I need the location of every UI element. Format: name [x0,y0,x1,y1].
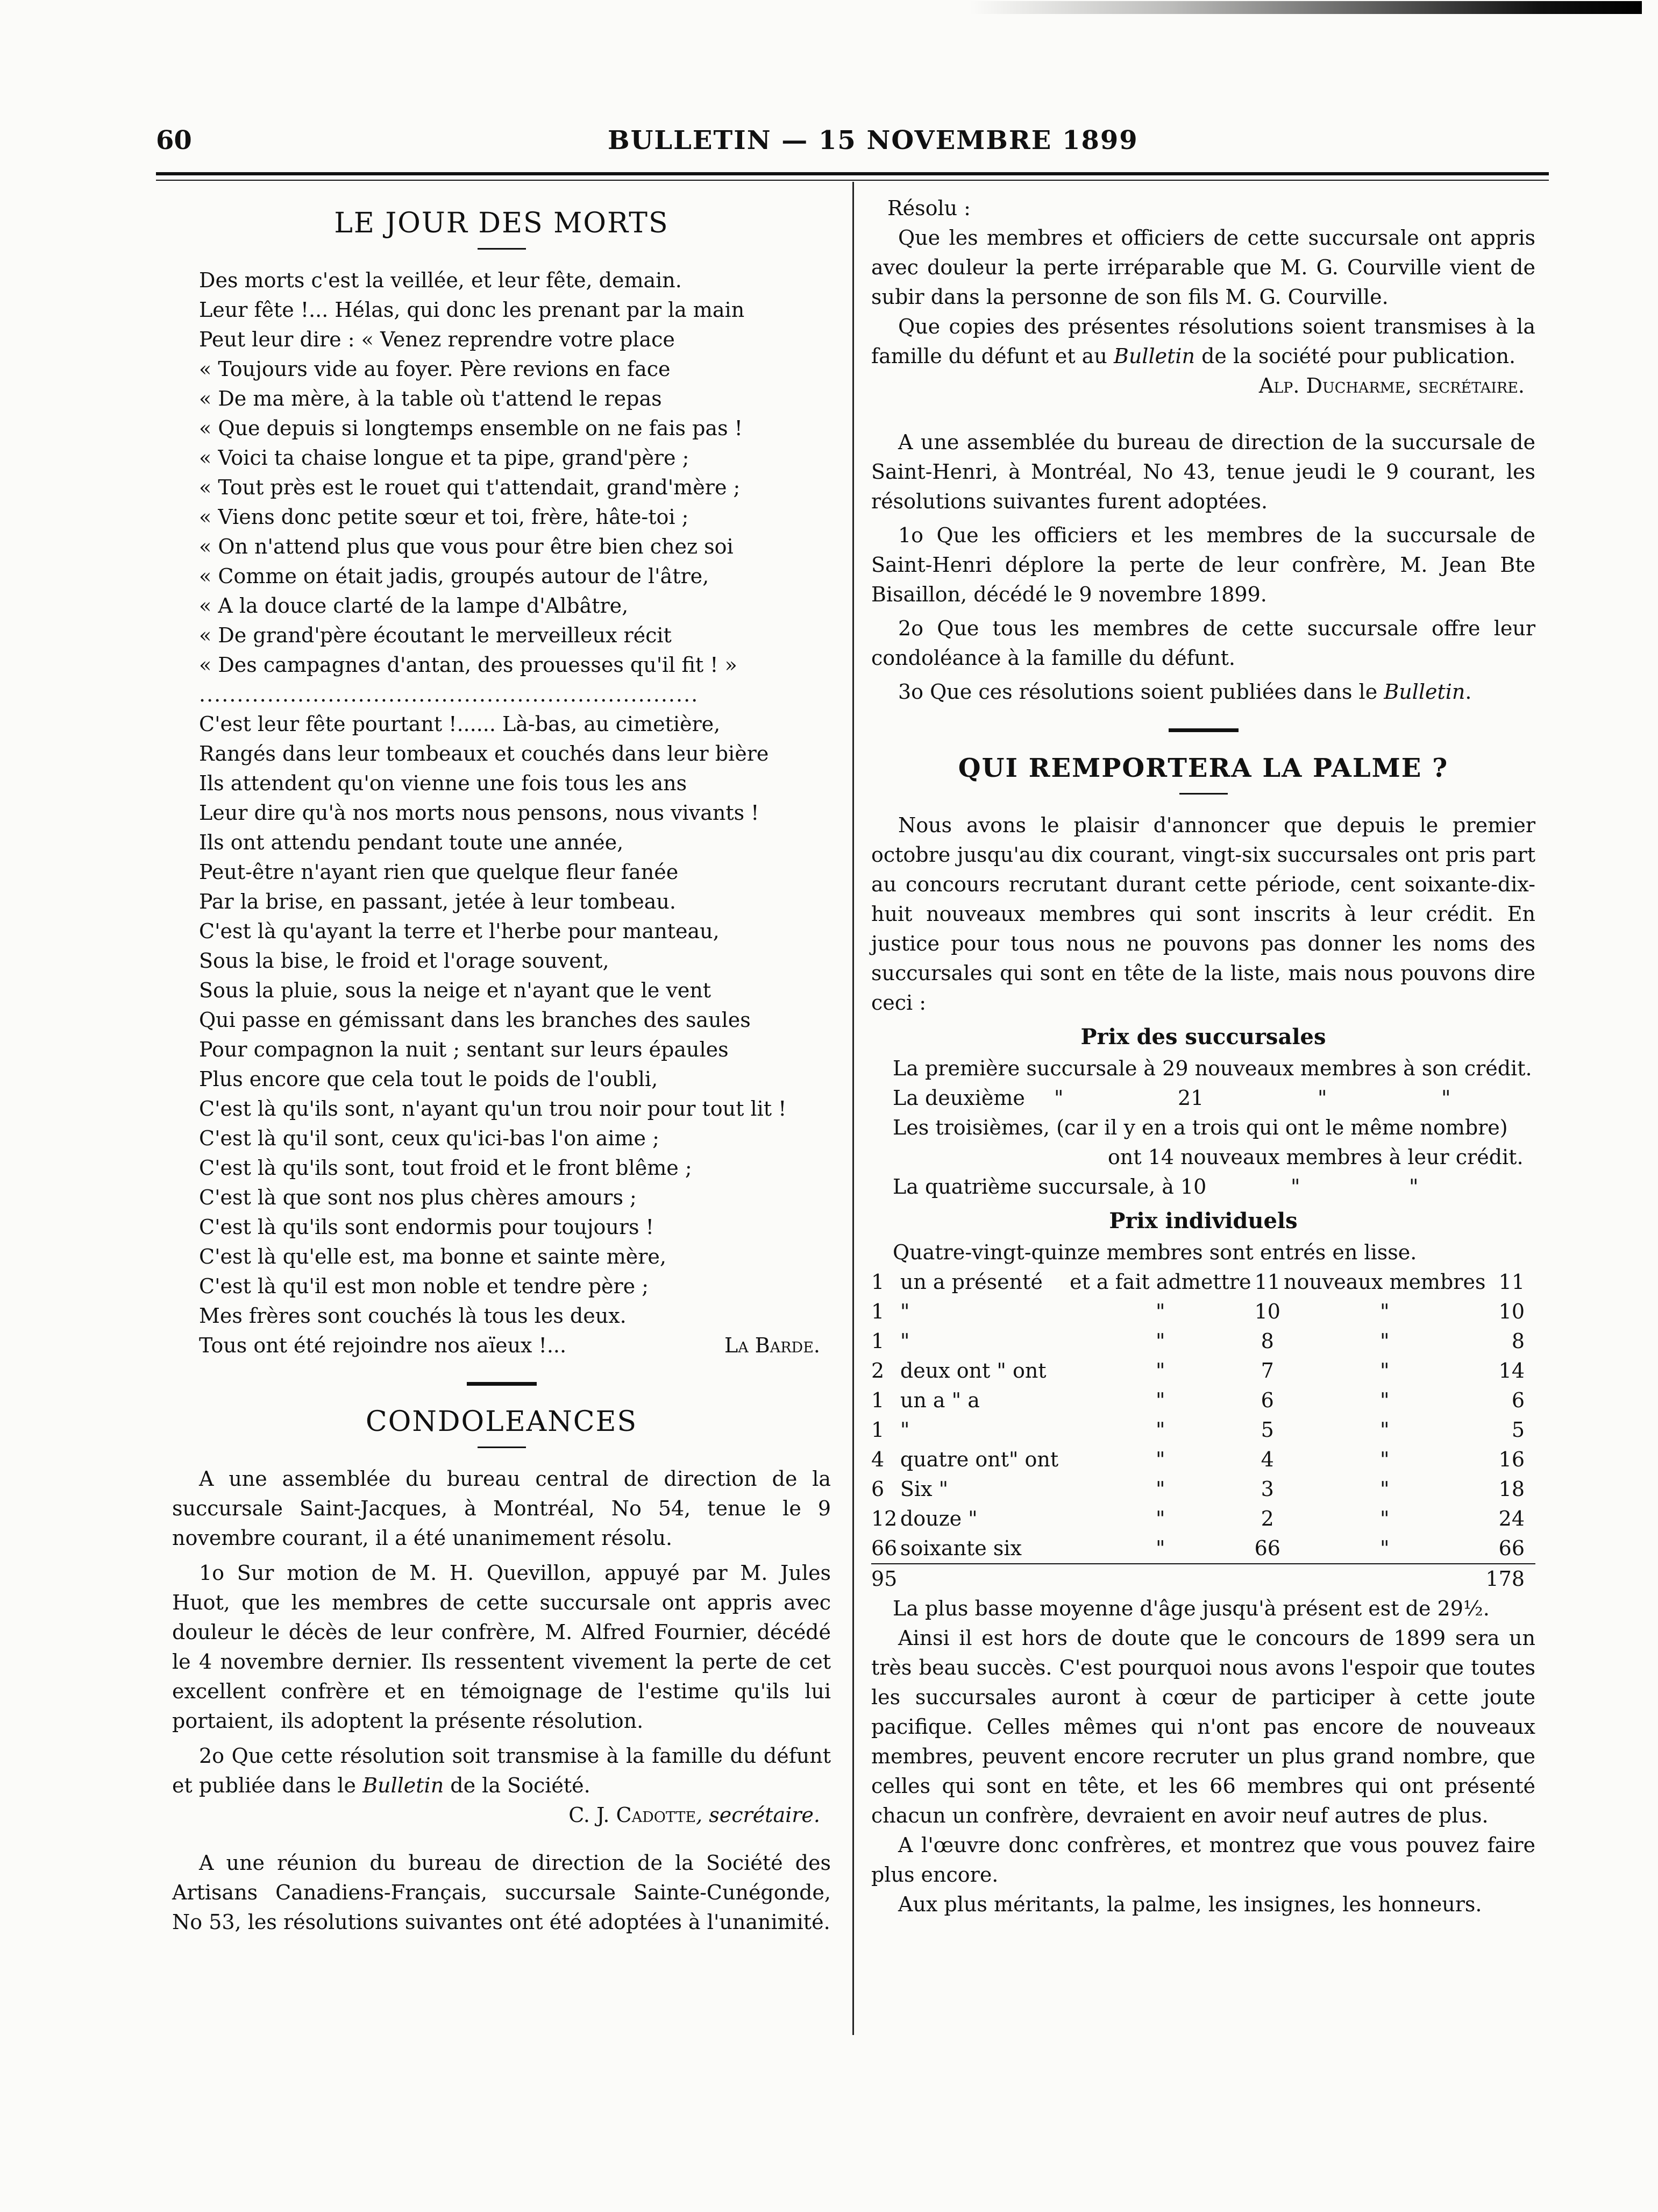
poem-line: « Viens donc petite sœur et toi, frère, hâte-toi ; [199,505,689,529]
table-cell: " [1379,1477,1390,1501]
table-row [871,1386,1535,1415]
table-cell: un a " a [900,1388,980,1412]
poem-signature: La Barde. [724,1334,820,1357]
left-column [172,199,831,1937]
poem-line: Leur dire qu'à nos morts nous pensons, nous vivants ! [199,801,759,825]
table-cell: 16 [1498,1448,1525,1471]
table-cell: 8 [1511,1329,1525,1353]
text-run: . [1465,680,1472,704]
scan-artifact [970,1,1642,14]
poem-line: Pour compagnon la nuit ; sentant sur leurs épaules [199,1038,729,1061]
italic-title: Bulletin [1384,680,1465,704]
individual-prizes-table [871,1267,1535,1594]
text-run: 2o Que cette résolution soit transmise à la famille du défunt et publiée dans le [172,1744,831,1797]
poem-stanza-1 [172,266,831,680]
page-header [156,110,1549,159]
paragraph: 1o Sur motion de M. H. Quevillon, appuyé par M. Jules Huot, que les membres de cette succursale ont appris avec douleur le décès de leur confrère, M. Alfred Fournier, décédé le 4 novembre dernier. Ils ressentent vivement la perte de cet excellent confrère et en témoignage de l'estime qu'ils lui portaient, ils adoptent la présente résolution. [172,1561,831,1733]
poem-line: C'est leur fête pourtant !...... Là-bas, au cimetière, [199,712,721,736]
table-cell: " [1379,1388,1390,1412]
signature [172,1800,831,1830]
table-cell: 1 [871,1418,885,1442]
poem-line: Mes frères sont couchés là tous les deux. [199,1304,627,1328]
table-row [871,1356,1535,1386]
text-run: de la société pour publication. [1194,344,1516,368]
poem-line: C'est là qu'ils sont, n'ayant qu'un trou noir pour tout lit ! [199,1097,787,1121]
succursale-3: Les troisièmes, (car il y en a trois qui ont le même nombre) [893,1116,1508,1139]
table-row [871,1474,1535,1504]
poem-line: « Comme on était jadis, groupés autour de l'âtre, [199,564,709,588]
signature-name: C. J. Cadotte [568,1803,696,1827]
poem-line: Ils ont attendu pendant toute une année, [199,831,624,854]
header-rule-thick [156,172,1549,175]
ellipsis-row: .................................................................. [199,683,699,706]
poem-line: C'est là qu'il est mon noble et tendre père ; [199,1274,649,1298]
paragraph: Ainsi il est hors de doute que le concours de 1899 sera un très beau succès. C'est pourquoi nous avons l'espoir que toutes les succursales auront à cœur de participer à cette joute pacifique. Celles mêmes qui n'ont pas encore de nouveaux membres, peuvent encore recruter un plus grand nombre, que celles qui sont en tête, et les 66 membres qui ont présenté chacun un confrère, devraient en avoir neuf autres de plus. [871,1626,1535,1827]
table-cell: " [900,1300,910,1323]
paragraph: Que les membres et officiers de cette succursale ont appris avec douleur la perte irréparable que M. G. Courville vient de subir dans la personne de son fils M. G. Courville. [871,226,1535,309]
poem-line: Peut-être n'ayant rien que quelque fleur fanée [199,860,679,884]
poem-line: Qui passe en gémissant dans les branches des saules [199,1008,751,1032]
poem-line: Leur fête !... Hélas, qui donc les prenant par la main [199,298,745,322]
number: 21 [1178,1086,1204,1110]
italic-title: Bulletin [1113,344,1195,368]
table-cell: " [1379,1448,1390,1471]
table-total-row [871,1564,1535,1594]
header-rule-thin [156,180,1549,181]
total-spacer [1251,1564,1486,1594]
succursale-4 [871,1172,1535,1202]
poem-line: « De grand'père écoutant le merveilleux récit [199,623,672,647]
succursale-2 [871,1083,1535,1113]
poem-line: « Voici ta chaise longue et ta pipe, grand'père ; [199,446,689,470]
table-cell: 24 [1498,1507,1525,1530]
table-cell: " [1156,1477,1165,1501]
table-cell: 10 [1498,1300,1525,1323]
poem-line: Ils attendent qu'on vienne une fois tous les ans [199,771,687,795]
paragraph: 2o Que tous les membres de cette succursale offre leur condoléance à la famille du défunt. [871,616,1535,670]
table-cell: 1 [871,1270,885,1294]
table-cell: 4 [1261,1448,1274,1471]
poem-line: Peut leur dire : « Venez reprendre votre place [199,328,675,351]
italic-title: Bulletin [362,1774,444,1797]
table-cell: " [1379,1300,1390,1323]
table-row [871,1534,1535,1564]
table-cell: " [900,1329,910,1353]
poem-line: « De ma mère, à la table où t'attend le repas [199,387,662,410]
table-cell: 5 [1511,1418,1525,1442]
poem-title: LE JOUR DES MORTS [334,207,669,239]
table-cell: 18 [1498,1477,1525,1501]
poem-line: Sous la bise, le froid et l'orage souvent, [199,949,609,973]
table-row [871,1327,1535,1356]
title-dash [1179,793,1228,795]
spacer [871,401,1535,428]
paragraph [871,312,1535,371]
table-cell: 2 [871,1359,885,1382]
table-cell: deux ont " ont [900,1359,1047,1382]
table-cell: 1 [871,1329,885,1353]
paragraph: A une assemblée du bureau de direction de la succursale de Saint-Henri, à Montréal, No 43, tenue jeudi le 9 courant, les résolutions suivantes furent adoptées. [871,430,1535,513]
section-separator [1169,728,1239,732]
paragraph [871,677,1535,707]
table-cell: et a fait admettre [1070,1270,1251,1294]
section-separator [467,1382,537,1386]
table-row [871,1267,1535,1297]
table-cell: 66 [871,1536,898,1560]
table-cell: " [1379,1418,1390,1442]
table-cell: 8 [1261,1329,1274,1353]
table-cell: soixante six [900,1536,1022,1560]
table-cell: 11 [1254,1270,1280,1294]
poem-line: « Tout près est le rouet qui t'attendait, grand'mère ; [199,476,741,499]
ditto-mark: " [1054,1086,1064,1110]
table-cell: " [1156,1507,1165,1530]
table-cell: " [1379,1329,1390,1353]
text-run: Que copies des présentes résolutions soient transmises à la famille du défunt et au [871,315,1535,368]
condoleances-title: CONDOLEANCES [365,1406,638,1438]
total-right: 178 [1485,1564,1535,1594]
poem-line: « Toujours vide au foyer. Père revions en face [199,357,671,381]
succursale-3-cont: ont 14 nouveaux membres à leur crédit. [1108,1145,1524,1169]
table-cell: " [1156,1418,1165,1442]
prix-succursales-title: Prix des succursales [1080,1024,1326,1050]
signature: Alp. Ducharme, secrétaire. [1258,374,1525,398]
page-number: 60 [156,125,192,155]
table-cell: 6 [1511,1388,1525,1412]
table-cell: 2 [1261,1507,1274,1530]
table-cell: 4 [871,1448,885,1471]
poem-line: Rangés dans leur tombeaux et couchés dans leur bière [199,742,769,765]
resolu-label: Résolu : [887,196,971,220]
ditto-mark: " [1318,1086,1327,1110]
signature-role: , secrétaire. [696,1803,820,1827]
ditto-mark: " [1409,1175,1419,1199]
moyenne-age: La plus basse moyenne d'âge jusqu'à présent est de 29½. [893,1597,1490,1620]
table-cell: 1 [871,1300,885,1323]
poem-last-line: Tous ont été rejoindre nos aïeux !... [199,1334,567,1357]
poem-line: Par la brise, en passant, jetée à leur tombeau. [199,890,676,913]
paragraph: 1o Que les officiers et les membres de la succursale de Saint-Henri déplore la perte de leur confrère, M. Jean Bte Bisaillon, décédé le 9 novembre 1899. [871,523,1535,606]
paragraph: Nous avons le plaisir d'annoncer que depuis le premier octobre jusqu'au dix courant, vingt-six succursales ont pris part au concours recrutant durant cette période, cent soixante-dix-huit nouveaux membres qui sont inscrits à leur crédit. En justice pour tous nous ne pouvons pas donner les noms des succursales qui sont en tête de la liste, mais nous pouvons dire ceci : [871,813,1535,1015]
title-dash [478,248,526,250]
table-cell: 12 [871,1507,898,1530]
prix-individuels-title: Prix individuels [1109,1208,1298,1233]
table-cell: 1 [871,1388,885,1412]
table-cell: Six " [900,1477,949,1501]
table-cell: " [900,1418,910,1442]
poem-line: « On n'attend plus que vous pour être bien chez soi [199,535,734,558]
table-row [871,1415,1535,1445]
text-run: de la Société. [444,1774,590,1797]
paragraph: Aux plus méritants, la palme, les insignes, les honneurs. [898,1892,1482,1916]
running-title: BULLETIN — 15 NOVEMBRE 1899 [608,125,1138,155]
poem-line: C'est là que sont nos plus chères amours ; [199,1186,637,1209]
table-cell: 14 [1498,1359,1525,1382]
table-row [871,1445,1535,1474]
poem-line: Des morts c'est la veillée, et leur fête, demain. [199,268,682,292]
ditto-mark: " [1291,1175,1300,1199]
poem-line: C'est là qu'elle est, ma bonne et sainte mère, [199,1245,666,1268]
total-left: 95 [871,1564,1251,1594]
text-run: 3o Que ces résolutions soient publiées dans le [898,680,1384,704]
poem-line: « A la douce clarté de la lampe d'Albâtre, [199,594,629,618]
table-cell: 6 [1261,1388,1274,1412]
table-cell: " [1379,1536,1390,1560]
poem-line: Plus encore que cela tout le poids de l'oubli, [199,1067,658,1091]
text-run: La deuxième [893,1086,1025,1110]
poem-line: C'est là qu'il sont, ceux qu'ici-bas l'on aime ; [199,1126,659,1150]
poem-line: C'est là qu'ils sont endormis pour toujours ! [199,1215,654,1239]
table-cell: 5 [1261,1418,1274,1442]
column-divider [852,182,854,2035]
title-dash [478,1447,526,1448]
individuels-intro: Quatre-vingt-quinze membres sont entrés en lisse. [893,1240,1417,1264]
poem-line: Sous la pluie, sous la neige et n'ayant que le vent [199,979,711,1002]
palme-title: QUI REMPORTERA LA PALME ? [958,753,1449,783]
table-cell: 6 [871,1477,885,1501]
table-cell: quatre ont" ont [900,1448,1059,1471]
poem-line: C'est là qu'ayant la terre et l'herbe pour manteau, [199,919,720,943]
table-cell: " [1156,1329,1165,1353]
poem-last-line-row [172,1331,831,1360]
table-cell: 11 [1498,1270,1525,1294]
table-cell: 3 [1261,1477,1274,1501]
ditto-mark: " [1441,1086,1451,1110]
succursale-1: La première succursale à 29 nouveaux membres à son crédit. [893,1057,1532,1080]
paragraph: A une assemblée du bureau central de direction de la succursale Saint-Jacques, à Montréal, No 54, tenue le 9 novembre courant, il a été unanimement résolu. [172,1467,831,1550]
table-cell: " [1379,1507,1390,1530]
right-column [871,194,1535,1919]
table-cell: " [1156,1388,1165,1412]
table-cell: 10 [1254,1300,1280,1323]
poem-line: C'est là qu'ils sont, tout froid et le front blême ; [199,1156,692,1180]
poem-stanza-2 [172,710,831,1331]
table-cell: 7 [1261,1359,1274,1382]
table-cell: douze " [900,1507,978,1530]
table-row [871,1297,1535,1327]
table-cell: un a présenté [900,1270,1043,1294]
table-cell: 66 [1254,1536,1280,1560]
text-run: La quatrième succursale, à 10 [893,1175,1207,1199]
poem-line: « Que depuis si longtemps ensemble on ne fais pas ! [199,416,743,440]
paragraph: A l'œuvre donc confrères, et montrez que vous pouvez faire plus encore. [871,1833,1535,1887]
table-cell: " [1156,1359,1165,1382]
table-cell: " [1156,1536,1165,1560]
table-cell: " [1156,1300,1165,1323]
table-cell: nouveaux membres [1283,1270,1486,1294]
paragraph [172,1741,831,1800]
table-cell: 66 [1498,1536,1525,1560]
paragraph: A une réunion du bureau de direction de la Société des Artisans Canadiens-Français, succursale Sainte-Cunégonde, No 53, les résolutions suivantes ont été adoptées à l'unanimité. [172,1851,831,1934]
table-row [871,1504,1535,1534]
table-cell: " [1379,1359,1390,1382]
table-cell: " [1156,1448,1165,1471]
poem-line: « Des campagnes d'antan, des prouesses qu'il fit ! » [199,653,737,677]
